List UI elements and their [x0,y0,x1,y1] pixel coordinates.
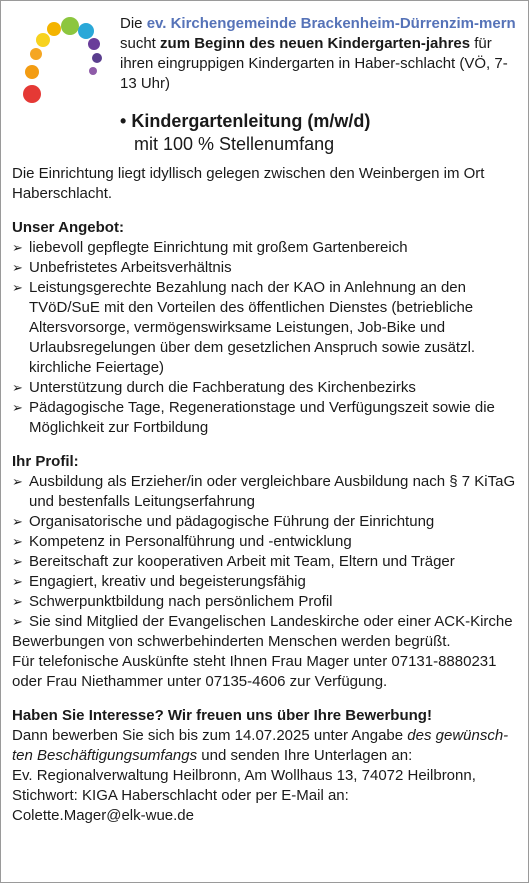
list-item: ➢ liebevoll gepflegte Einrichtung mit großem Gartenbereich [12,239,408,256]
list-item: ➢ Schwerpunktbildung nach persönlichem Profil [12,593,333,610]
list-item: ➢ Organisatorische und pädagogische Führung der Einrichtung [12,513,435,530]
arrowhead-icon: ➢ [12,380,23,395]
offer-heading: Unser Angebot: [12,219,124,236]
disability-note: Bewerbungen von schwerbehinderten Menschen werden begrüßt. [12,633,451,650]
apply-heading: Haben Sie Interesse? Wir freuen uns über Ihre Bewerbung! [12,707,432,724]
email-link[interactable]: Colette.Mager@elk-wue.de [12,807,194,824]
intro-paragraph [120,14,520,94]
list-item: ➢ Sie sind Mitglied der Evangelischen Landeskirche oder einer ACK-Kirche [12,613,513,630]
postal-address: Ev. Regionalverwaltung Heilbronn, Am Wollhaus 13, 74072 Heilbronn, [12,767,476,784]
arrowhead-icon: ➢ [12,260,23,275]
ad-body [12,164,520,826]
arrowhead-icon: ➢ [12,594,23,609]
list-item: ➢ Leistungsgerechte Bezahlung nach der KAO in Anlehnung an den TVöD/SuE mit den Vorteilen des öffentlichen Dienstes (betriebliche Altersvorsorge, vermögenswirksame Leistungen, Job-Bike und Urlaubsregelungen über dem gesetzlichen Anspruch sowie zusätzl. kirchliche Feiertage) [12,279,476,376]
list-item: ➢ Engagiert, kreativ und begeisterungsfähig [12,573,306,590]
job-title: • Kindergartenleitung (m/w/d) [120,111,371,131]
job-subtitle: mit 100 % Stellenumfang [134,134,335,154]
list-item: ➢ Unbefristetes Arbeitsverhältnis [12,259,232,276]
color-dots-logo [14,14,104,114]
list-item: ➢ Kompetenz in Personalführung und -entwicklung [12,533,352,550]
profile-list [12,472,520,632]
church-name: ev. Kirchengemeinde Brackenheim-Dürrenzim-mern [146,15,516,32]
arrowhead-icon: ➢ [12,514,23,529]
list-item: ➢ Ausbildung als Erzieher/in oder vergleichbare Ausbildung nach § 7 KiTaG und bestenfalls Leitungserfahrung [12,473,516,510]
list-item: ➢ Pädagogische Tage, Regenerationstage und Verfügungszeit sowie die Möglichkeit zur Fortbildung [12,399,495,436]
arrowhead-icon: ➢ [12,474,23,489]
list-item: ➢ Bereitschaft zur kooperativen Arbeit mit Team, Eltern und Träger [12,553,455,570]
arrowhead-icon: ➢ [12,534,23,549]
arrowhead-icon: ➢ [12,240,23,255]
apply-instructions: Dann bewerben Sie sich bis zum 14.07.2025 unter Angabe des gewünsch-ten Beschäftigungsumfangs und senden Ihre Unterlagen an: [12,727,509,764]
arrowhead-icon: ➢ [12,554,23,569]
description: Die Einrichtung liegt idyllisch gelegen zwischen den Weinbergen im Ort Haberschlacht. [12,165,485,202]
arrowhead-icon: ➢ [12,400,23,415]
apply-italic: des gewünsch-ten Beschäftigungsumfangs [12,727,509,764]
intro-prefix: Die [120,15,147,32]
offer-list [12,238,520,438]
profile-heading: Ihr Profil: [12,453,79,470]
arrowhead-icon: ➢ [12,574,23,589]
arrowhead-icon: ➢ [12,614,23,629]
arrowhead-icon: ➢ [12,280,23,295]
intro-rest: für ihren eingruppigen Kindergarten in Haber-schlacht (VÖ, 7-13 Uhr) [120,35,508,92]
intro-mid: sucht [120,35,161,52]
intro-bold: zum Beginn des neuen Kindergarten-jahres [160,35,471,52]
job-title-block [120,110,520,156]
contact-note: Für telefonische Auskünfte steht Ihnen Frau Mager unter 07131-8880231 oder Frau Niethammer unter 07135-4606 zur Verfügung. [12,653,497,690]
keyword-line: Stichwort: KIGA Haberschlacht oder per E-Mail an: [12,787,349,804]
list-item: ➢ Unterstützung durch die Fachberatung des Kirchenbezirks [12,379,416,396]
